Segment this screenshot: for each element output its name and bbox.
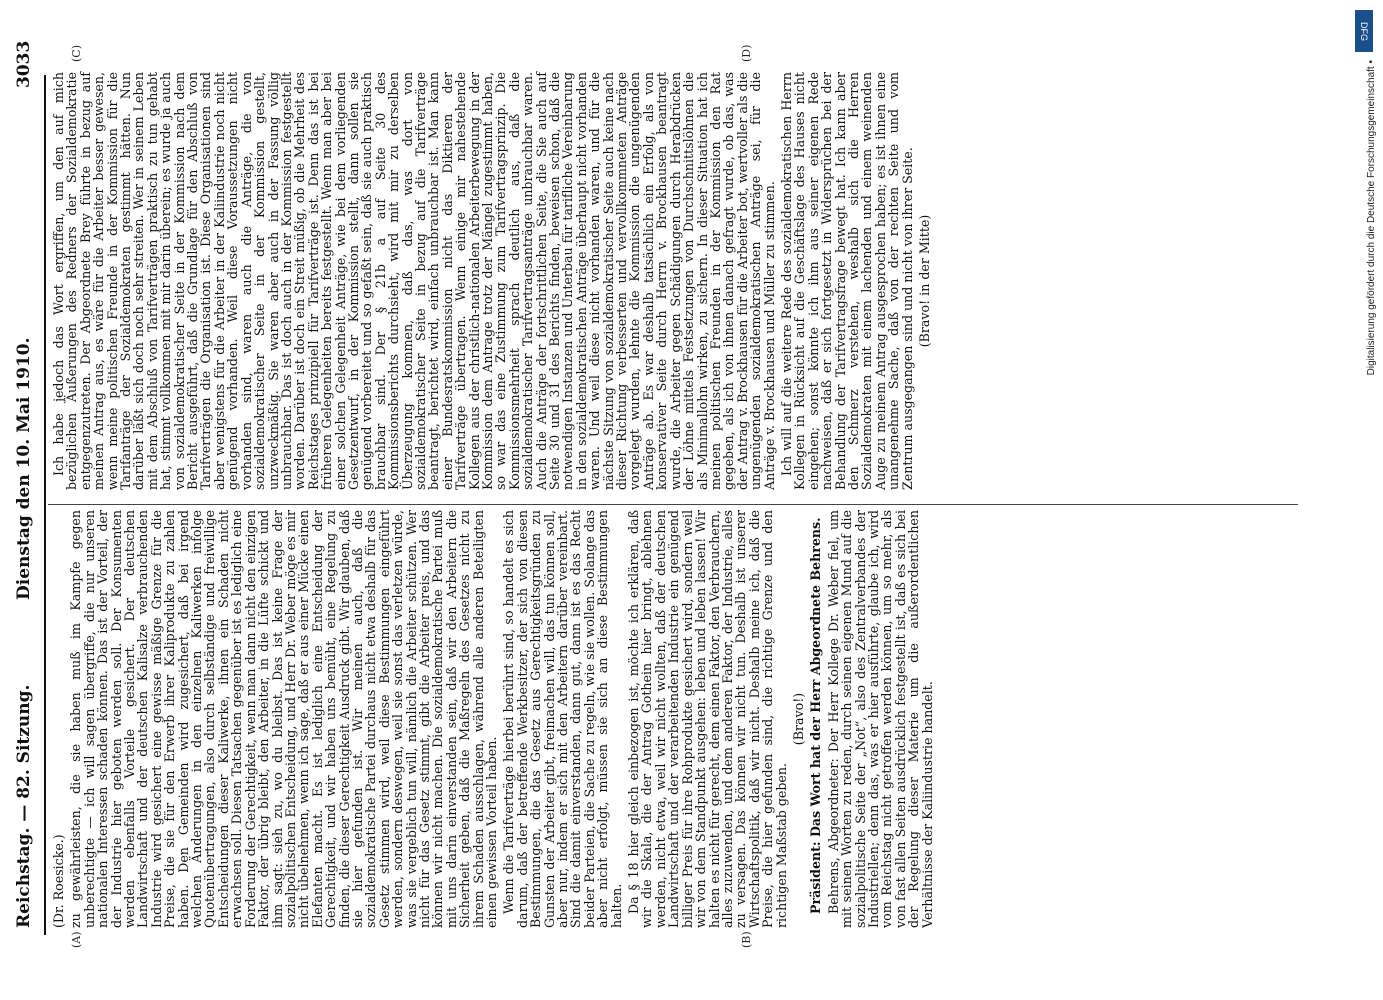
digitization-credit: Digitalisierung gefördert durch die Deutsche Forschungsgemeinschaft • (1366, 60, 1377, 376)
applause-note: (Bravo! in der Mitte) (917, 214, 932, 348)
president-statement: Präsident: Das Wort hat der Herr Abgeordnete Behrens. (808, 517, 824, 914)
left-column (52, 510, 938, 928)
dfg-logo: DFG (1355, 10, 1373, 52)
margin-letter-d: (D) (740, 44, 753, 62)
paragraph: Wenn die Tarifverträge hierbei berührt sind, so handelt es sich darum, daß der betreffende Werkbesitzer, der sich von diesen Bestimmungen, die das Gesetz aus Gerechtigkeitsgründen zu Gunsten der Arbeiter gibt, freimachen will, das tun können soll, aber nur, indem er sich mit den Arbeitern darüber vereinbart. Sind die damit einverstanden, dann gut, dann ist es das Recht beider Parteien, die Sache zu regeln, wie sie wollen. Solange das aber nicht erfolgt, müssen sie sich an diese Bestimmungen halten. (501, 510, 624, 928)
header-date: Dienstag den 10. Mai 1910. (14, 337, 34, 600)
margin-letter-c: (C) (70, 45, 83, 62)
paragraph: Ich will auf die weitere Rede des sozialdemokratischen Herrn Kollegen in Rücksicht auf die Geschäftslage des Hauses nicht eingehen; sonst könnte ich ihm aus seiner eigenen Rede nachweisen, daß er sich fortgesetzt in Widersprüchen bei der Behandlung der Tarifvertragsfrage bewegt hat. Ich kann aber den Schmerz verstehen, weshalb sich die Herren Sozialdemokraten mit einem lachenden und einem weinenden Auge zu meinem Antrag ausgesprochen haben; es ist ihnen eine unangenehme Sache, daß von der rechten Seite und vom Zentrum ausgegangen sind und nicht von ihrer Seite. (778, 72, 915, 490)
right-column (52, 72, 935, 490)
header-rule (44, 75, 46, 935)
applause-note: (Bravo!) (790, 692, 806, 746)
paragraph: Da § 18 hier gleich einbezogen ist, möchte ich erklären, daß wir die Skala, die der Antrag Gothein hier bringt, ablehnen werden, nicht etwa, weil wir nicht wollten, daß der deutschen Landwirtschaft und der verarbeitenden Industrie ein genügend billiger Preis für ihre Rohprodukte gesichert wird, sondern weil wir von dem Standpunkt ausgehen: leben und leben lassen! Wir halten es nicht für gerecht, dem einen Faktor, den Verbrauchern, alles zuzuwenden, und dem anderen Faktor, der Industrie, alles zu versagen. Das können wir nicht tun. Deshalb ist unserer Wirtschaftspolitik, daß wir nicht. Deshalb meine ich, daß die Preise, die hier gefunden sind, die richtige Grenze und den richtigen Maßstab geben. (626, 510, 789, 928)
speaker-reference: (Dr. Roesicke.) (51, 834, 66, 928)
margin-letter-a: (A) (70, 931, 83, 948)
paragraph: Behrens, Abgeordneter: Der Herr Kollege Dr. Weber fiel, um mit seinen Worten zu reden, durch seinen eigenen Mund auf die sozialpolitische Seite der „Not“, also des Zentralverbandes der Industriellen; denn das, was er hier ausführte, glaube ich, wird vom Reichstag nicht getroffen werden können, um so mehr, als von fast allen Seiten ausdrücklich festgestellt ist, daß es sich bei der Regelung dieser Materie um die außerordentlichen Verhältnisse der Kaliindustrie handelt. (825, 510, 935, 928)
header-left: Reichstag. — 82. Sitzung. (14, 684, 34, 928)
margin-letter-b: (B) (740, 931, 753, 948)
paragraph: Ich habe jedoch das Wort ergriffen, um den auf mich bezüglichen Äußerungen des Redners der Sozialdemokratie entgegenzutreten. Der Abgeordnete Brey führte in bezug auf meinen Antrag aus, es wäre für die Arbeiter besser gewesen, wenn meine politischen Freunde in der Kommission für die Tarifanträge der Sozialdemokraten gestimmt hätten. Nun darüber läßt sich doch noch sehr streiten. Wer in seinem Leben mit dem Abschluß von Tarifverträgen praktisch zu tun gehabt hat, stimmt vollkommen mit mir darin überein; es wurde ja auch von sozialdemokratischer Seite in der Kommission nach dem Bericht ausgeführt, daß die Grundlage für den Abschluß von Tarifverträgen die Organisation ist. Diese Organisationen sind aber wenigstens für die Arbeiter in der Kaliindustrie noch nicht genügend vorhanden. Weil diese Voraussetzungen nicht vorhanden sind, waren auch die Anträge, die von sozialdemokratischer Seite in der Kommission gestellt, unzweckmäßig. Sie waren aber auch in der Fassung völlig unbrauchbar. Das ist doch auch in der Kommission festgestellt worden. Darüber ist doch ein Streit müßig, ob die Mehrheit des Reichstages prinzipiell für Tarifverträge ist. Denn das ist bei früheren Gelegenheiten bereits festgestellt. Wenn man aber bei einer solchen Gelegenheit Anträge, wie bei dem vorliegenden Gesetzentwurf, in der Kommission stellt, dann sollen sie genügend vorbereitet und so gefaßt sein, daß sie auch praktisch brauchbar sind. Der § 21b a auf Seite 30 des Kommissionsberichts durchsieht, wird mit mir zu derselben Überzeugung kommen, daß das, was dort von sozialdemokratischer Seite in bezug auf die Tarifverträge beantragt, berichtet wird, einfach unbrauchbar ist. Man kann einer Bundesratskommission nicht das Diktieren der Tarifverträge übertragen. Wenn einige mir nahestehende Kollegen aus der christlich-nationalen Arbeiterbewegung in der Kommission dem Antrage trotz der Mängel zugestimmt haben, so war das eine Zustimmung zum Tarifvertragsprinzip. Die Kommissionsmehrheit sprach deutlich aus, daß die sozialdemokratischer Tarifvertragsanträge unbrauchbar waren. Auch die Anträge der fortschrittlichen Seite, die Sie auch auf Seite 30 und 31 des Berichts finden, beweisen schon, daß die notwendigen Instanzen und Unterbau für tarifliche Vereinbarung in den sozialdemokratischen Anträge überhaupt nicht vorhanden waren. Und weil diese nicht vorhanden waren, und für die nächste Sitzung von sozialdemokratischer Seite auch keine nach dieser Richtung verbesserten und vervollkommneten Anträge vorgelegt wurden, lehnte die Kommission die ungenügenden Anträge ab. Es war deshalb tatsächlich ein Erfolg, als von konservativer Seite durch Herrn v. Brockhausen beantragt wurde, die Arbeiter gegen Schädigungen durch Herabdrücken der Löhne mittels Festsetzungen von Durchschnittslöhnen die als Minimallohn wirken, zu sichern. In dieser Situation hat ich meinen politischen Freunden in der Kommission den Rat gegeben, als ich von ihnen danach gefragt wurde, ob das, was der Antrag v. Brockhausen für die Arbeiter bot, wertvoller als die ungenügenden sozialdemokratischen Anträge sei, für die Anträge v. Brockhausen und Müller zu stimmen. (51, 72, 777, 490)
page-number: 3033 (14, 40, 34, 88)
page-header (8, 0, 42, 1000)
column-divider (48, 504, 1298, 505)
paragraph: zu gewährleisten, die sie haben muß im Kampfe gegen unberechtigte — ich will sagen übergriffe, die nur unseren nationalen Interessen schaden können. Das ist der Vorteil, der der Industrie hier geboten werden soll. Der Konsumenten werden ebenfalls Vorteile gesichert. Der deutschen Landwirtschaft und der deutschen Kalisalze verbrauchenden Industrie wird gesichert eine gewisse mäßige Grenze für die Preise, die sie für den Erwerb ihrer Kaliprodukte zu zahlen haben. Den Gemeinden wird zugesichert, daß bei irgend welchen Änderungen in den einzelnen Kaliwerken infolge Quotenübertragungen, also durch selbständige und freiwillige Entscheidungen dieser Kaliwerke, ihnen ein Schaden nicht erwachsen soll. Diesen Tatsachen gegenüber ist es lediglich eine Forderung der Gerechtigkeit, wenn man dann nicht den einzigen Faktor, der übrig bleibt, den Arbeiter, in die Lüfte schickt und ihm sagt: sieh zu, wo du bleibst. Das ist keine Frage der sozialpolitischen Entscheidung, und Herr Dr. Weber möge es mir nicht übelnehmen, wenn ich sage, daß er aus einer Mücke einen Elefanten macht. Es ist lediglich eine Entscheidung der Gerechtigkeit, und wir haben uns bemüht, eine Regelung zu finden, die dieser Gerechtigkeit Ausdruck gibt. Wir glauben, daß sie hier gefunden ist. Wir meinen auch, daß die sozialdemokratische Partei durchaus nicht etwa deshalb für das Gesetz stimmen wird, weil diese Bestimmungen eingeführt werden, sondern deswegen, weil sie sonst das verletzen würde, was sie vergeblich tun will, nämlich die Arbeiter schützen. Wer nicht für das Gesetz stimmt, gibt die Arbeiter preis, und das können wir nicht machen. Die sozialdemokratische Partei muß mit uns darin einverstanden sein, daß wir den Arbeitern die Sicherheit geben, daß die Maßregeln des Gesetzes nicht zu ihrem Schaden ausschlagen, während alle anderen Beteiligten einen gewissen Vorteil haben. (68, 510, 499, 928)
